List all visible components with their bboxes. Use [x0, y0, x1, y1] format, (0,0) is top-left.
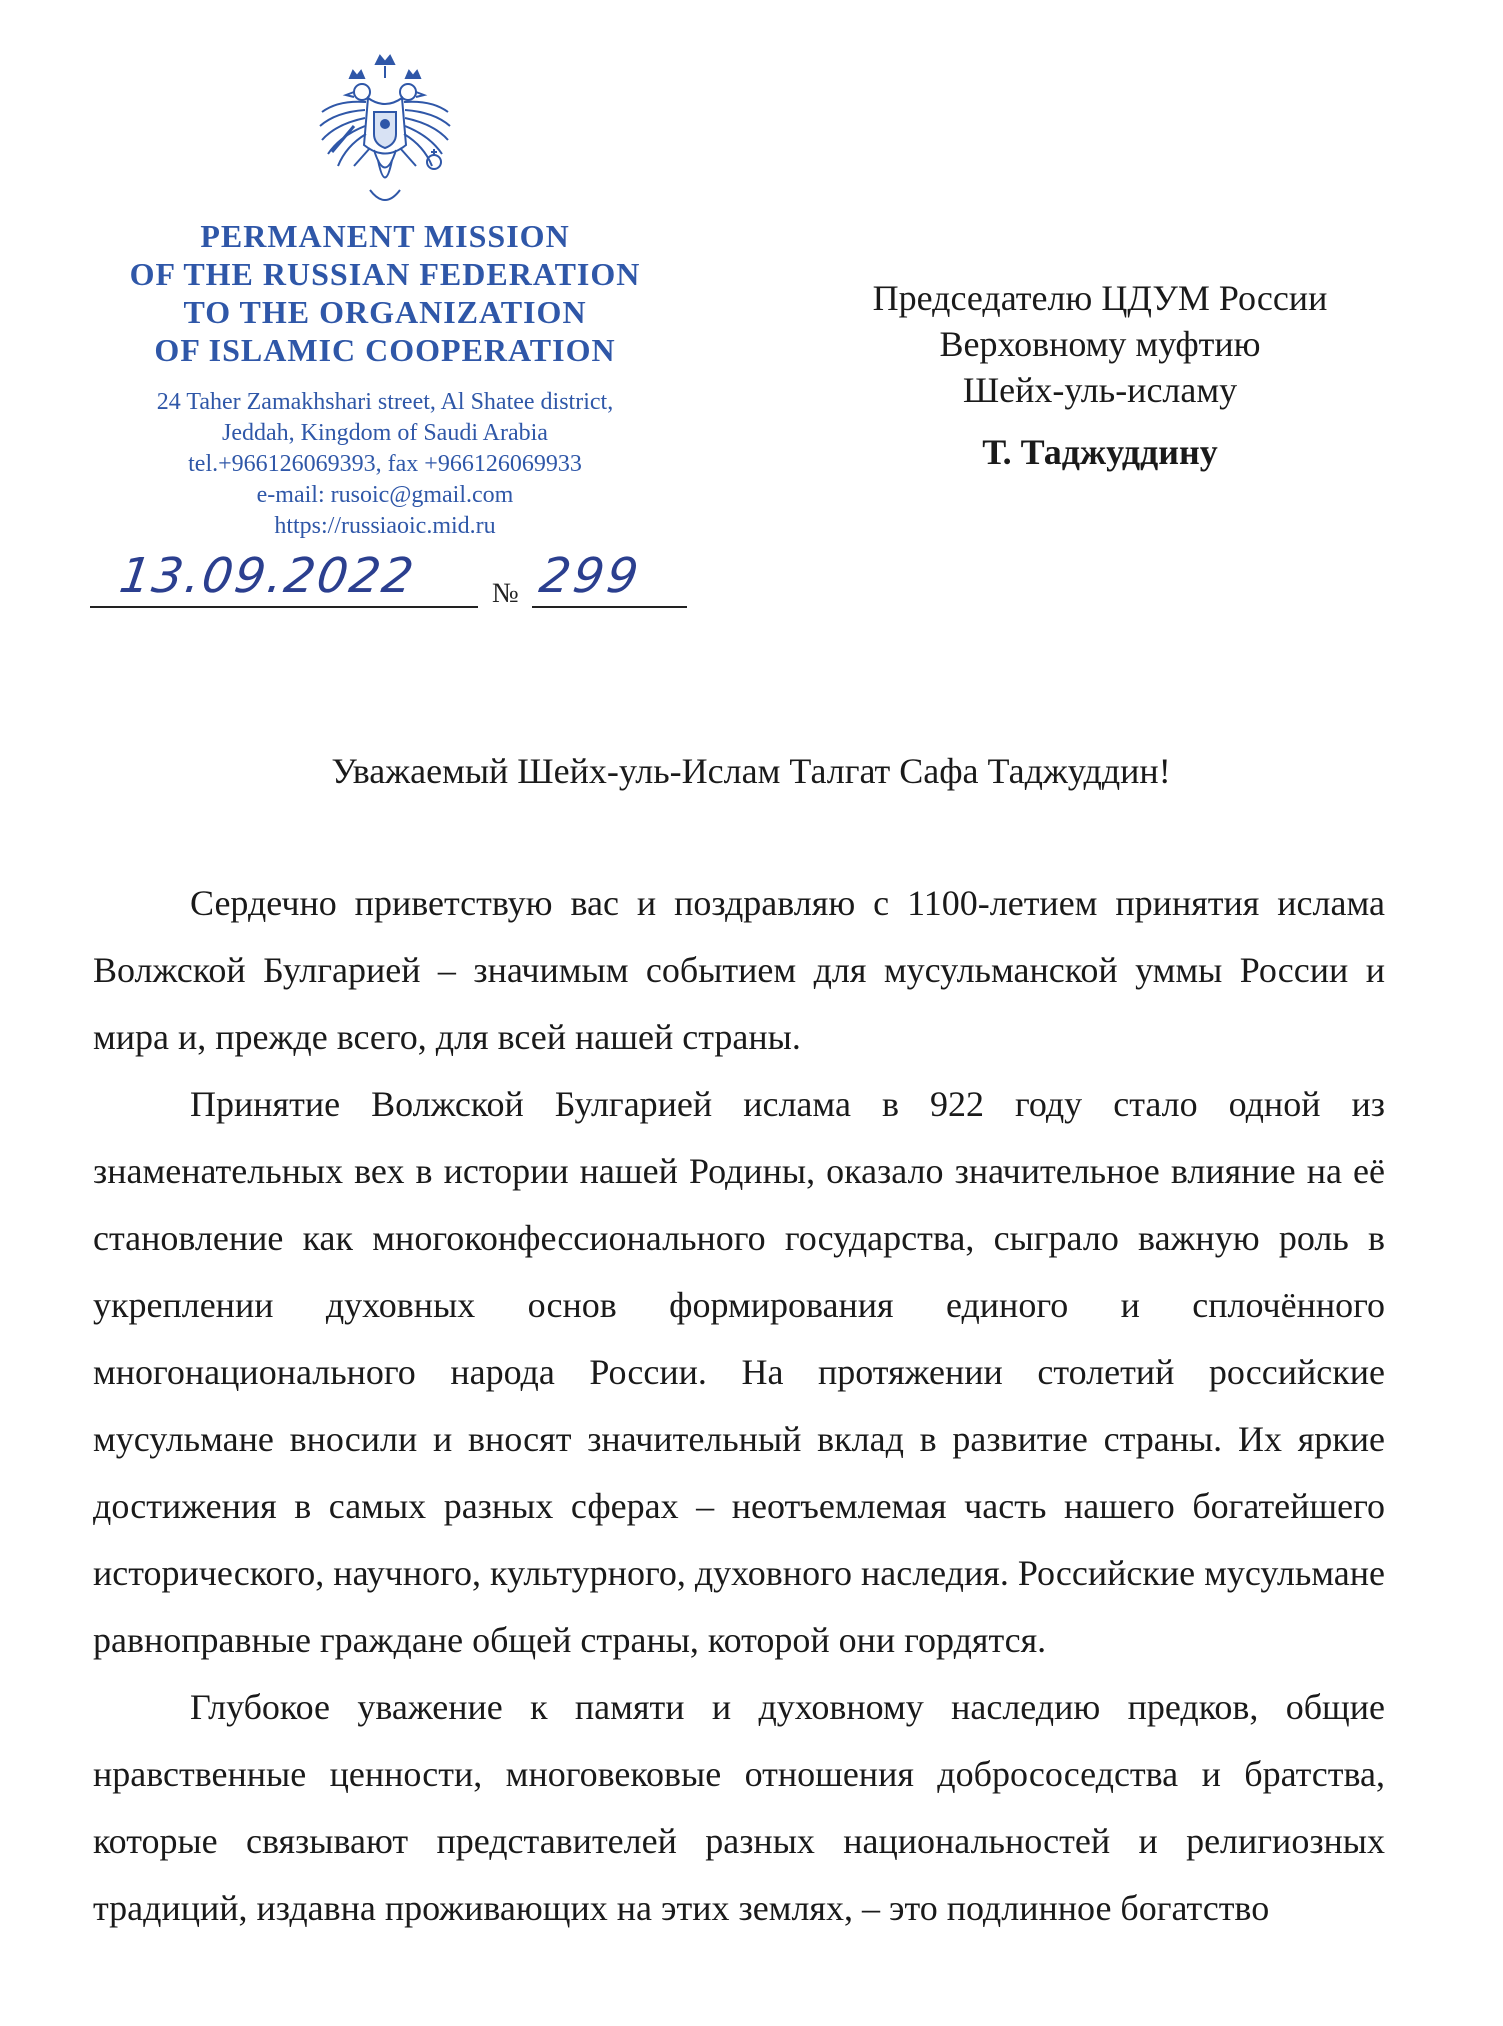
addressee-block: [820, 275, 1380, 475]
date-underline: [90, 606, 478, 608]
letterhead: [90, 50, 680, 542]
body-paragraph: Сердечно приветствую вас и поздравляю с 1100-летием принятия ислама Волжской Булгарией – значимым событием для мусульманской уммы России и мира и, прежде всего, для всей нашей страны.: [93, 883, 1385, 1057]
website: https://russiaoic.mid.ru: [274, 513, 496, 539]
number-underline: [532, 606, 687, 608]
addressee-title: Председателю ЦДУМ России: [872, 278, 1328, 318]
addressee-title: Шейх-уль-исламу: [962, 370, 1238, 410]
registration-line: [90, 548, 690, 618]
organization-name: [90, 217, 680, 369]
body-paragraph: Глубокое уважение к памяти и духовному наследию предков, общие нравственные ценности, многовековые отношения добрососедства и братства, которые связывают представителей разных национальностей и религиозных традиций, издавна проживающих на этих землях, – это подлинное богатство: [93, 1687, 1385, 1928]
city-country: Jeddah, Kingdom of Saudi Arabia: [222, 420, 548, 446]
org-line: TO THE ORGANIZATION: [183, 294, 587, 330]
addressee-name: Т. Таджуддину: [982, 432, 1218, 472]
handwritten-date: 13.09.2022: [116, 548, 419, 604]
phone-fax: tel.+966126069393, fax +966126069933: [188, 451, 582, 477]
org-line: OF ISLAMIC COOPERATION: [154, 332, 616, 368]
org-line: PERMANENT MISSION: [200, 218, 570, 254]
street-address: 24 Taher Zamakhshari street, Al Shatee district,: [156, 389, 614, 415]
org-line: OF THE RUSSIAN FEDERATION: [129, 256, 641, 292]
handwritten-number: 299: [536, 548, 645, 604]
russian-coat-of-arms-icon: [310, 50, 460, 215]
salutation: Уважаемый Шейх-уль-Ислам Талгат Сафа Таджуддин!: [331, 751, 1171, 791]
addressee-title: Верховному муфтию: [939, 324, 1261, 364]
number-sign: №: [492, 578, 519, 609]
email: e-mail: rusoic@gmail.com: [256, 482, 514, 508]
contact-address: [90, 387, 680, 542]
body-paragraph: Принятие Волжской Булгарией ислама в 922 году стало одной из знаменательных вех в истории нашей Родины, оказало значительное влияние на её становление как многоконфессионального государства, сыграло важную роль в укреплении духовных основ формирования единого и сплочённого многонационального народа России. На протяжении столетий российские мусульмане вносили и вносят значительный вклад в развитие страны. Их яркие достижения в самых разных сферах – неотъемлемая часть нашего богатейшего исторического, научного, культурного, духовного наследия. Российские мусульмане равноправные граждане общей страны, которой они гордятся.: [93, 1084, 1385, 1660]
letter-body: [93, 870, 1385, 1942]
